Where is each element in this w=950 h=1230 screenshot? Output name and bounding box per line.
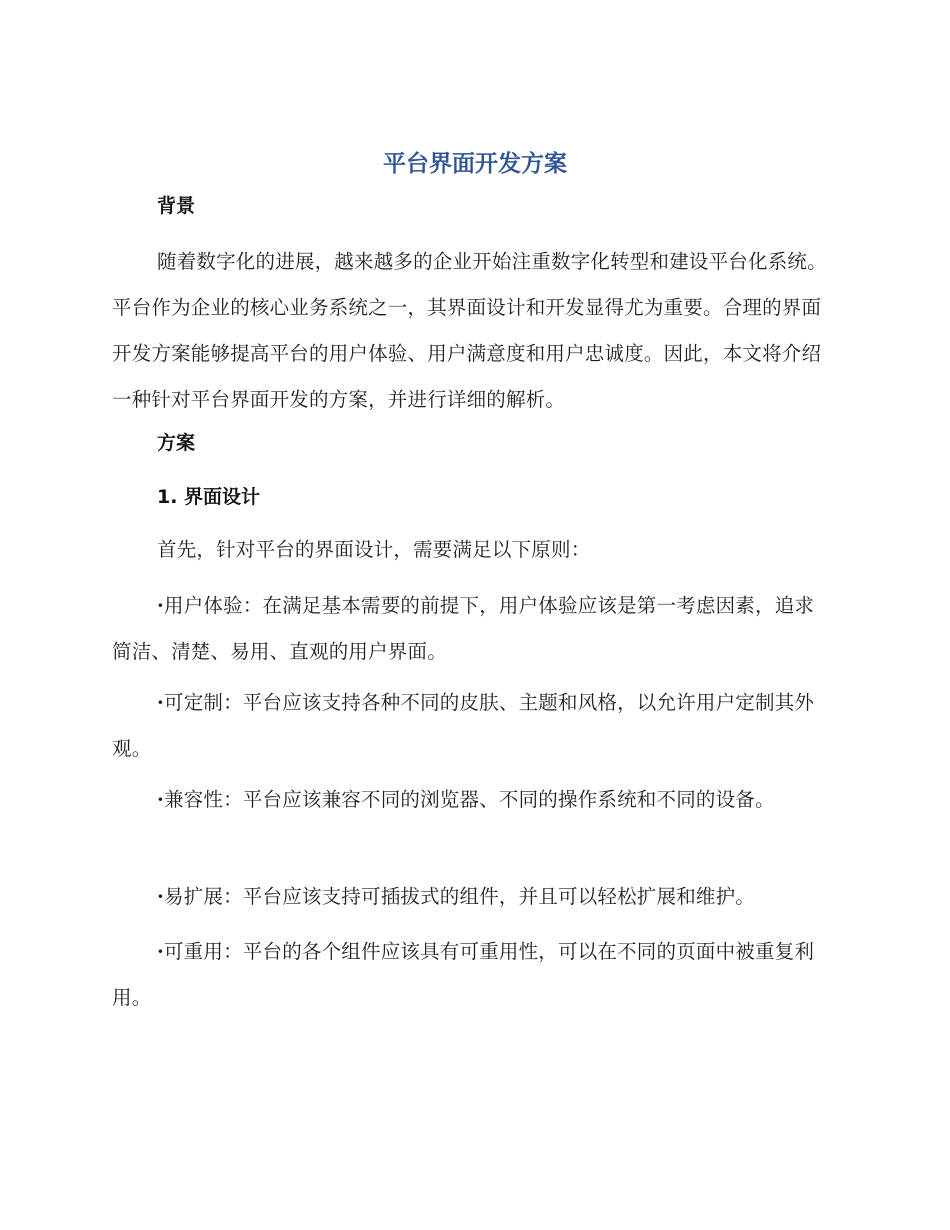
background-paragraph: 随着数字化的进展，越来越多的企业开始注重数字化转型和建设平台化系统。平台作为企业的核心业务系统之一，其界面设计和开发显得尤为重要。合理的界面开发方案能够提高平台的用户体验、用户满意度和用户忠诚度。因此，本文将介绍一种针对平台界面开发的方案，并进行详细的解析。 — [112, 250, 827, 411]
bullet-item-user-experience — [112, 583, 832, 675]
bullet-dot: · — [157, 940, 164, 963]
bullet-text: 可定制：平台应该支持各种不同的皮肤、主题和风格，以允许用户定制其外观。 — [112, 691, 815, 760]
bullet-dot: · — [157, 691, 164, 714]
bullet-item-customizable — [112, 680, 832, 772]
section-heading-plan: 方案 — [157, 432, 196, 454]
bullet-item-reusable — [112, 929, 832, 1021]
subsection-heading-interface-design: 1. 界面设计 — [157, 486, 261, 508]
document-title: 平台界面开发方案 — [383, 151, 567, 177]
bullet-dot: · — [157, 788, 164, 811]
bullet-text: 易扩展：平台应该支持可插拔式的组件，并且可以轻松扩展和维护。 — [164, 885, 756, 908]
bullet-text: 兼容性：平台应该兼容不同的浏览器、不同的操作系统和不同的设备。 — [164, 788, 775, 811]
bullet-text: 可重用：平台的各个组件应该具有可重用性，可以在不同的页面中被重复利用。 — [112, 940, 815, 1009]
bullet-item-compatibility — [112, 777, 832, 823]
bullet-text: 用户体验：在满足基本需要的前提下，用户体验应该是第一考虑因素，追求简洁、清楚、易用、直观的用户界面。 — [112, 594, 815, 663]
plan-intro-paragraph: 首先，针对平台的界面设计，需要满足以下原则： — [157, 538, 591, 561]
bullet-item-extensible — [112, 874, 832, 920]
section-heading-background: 背景 — [157, 195, 196, 217]
bullet-dot: · — [157, 594, 164, 617]
bullet-dot: · — [157, 885, 164, 908]
